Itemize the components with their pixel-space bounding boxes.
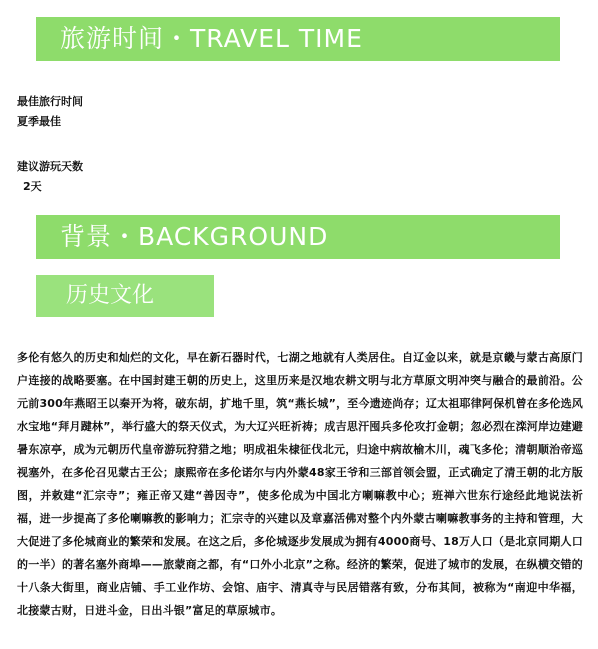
history-heading: 历史文化	[36, 275, 214, 317]
travel-time-heading: 旅游时间・TRAVEL TIME	[36, 17, 560, 61]
days-label: 建议游玩天数	[17, 160, 83, 173]
background-heading: 背景・BACKGROUND	[36, 215, 560, 259]
best-time-label: 最佳旅行时间	[17, 95, 83, 108]
history-article: 多伦有悠久的历史和灿烂的文化，早在新石器时代，七湖之地就有人类居住。自辽金以来，就是京畿与蒙古高原门户连接的战略要塞。在中国封建王朝的历史上，这里历来是汉地农耕文明与北方草原文明冲突与融合的最前沿。公元前300年燕昭王以秦开为将，破东胡，扩地千里，筑“燕长城”，至今遗迹尚存；辽太祖耶律阿保机曾在多伦选风水宝地“拜月踺林”，举行盛大的祭天仪式，为大辽兴旺祈祷；成吉思汗囤兵多伦攻打金朝；忽必烈在滦河岸边建避暑东凉亭，成为元朝历代皇帝游玩狩猎之地；明成祖朱棣征伐北元，归途中病故榆木川，魂飞多伦；清朝顺治帝巡视塞外，在多伦召见蒙古王公；康熙帝在多伦诺尔与内外蒙48家王爷和三部首领会盟，正式确定了清王朝的北方版图，并敕建“汇宗寺”；雍正帝又建“善因寺”，使多伦成为中国北方喇嘛教中心；班禅六世东行途经此地说法祈福，进一步提高了多伦喇嘛教的影响力；汇宗寺的兴建以及章嘉活佛对整个内外蒙古喇嘛教事务的主持和管理，大大促进了多伦城商业的繁荣和发展。在这之后，多伦城逐步发展成为拥有4000商号、18万人口（是北京同期人口的一半）的著名塞外商埠——旅蒙商之都，有“口外小北京”之称。经济的繁荣，促进了城市的发展，在纵横交错的十八条大街里，商业店铺、手工业作坊、会馆、庙宇、清真寺与民居错落有致，分布其间，被称为“南迎中华福，北接蒙古财，日进斗金，日出斗银”富足的草原城市。	[17, 351, 583, 617]
best-time-value: 夏季最佳	[17, 115, 61, 128]
days-value: 2天	[23, 180, 42, 193]
